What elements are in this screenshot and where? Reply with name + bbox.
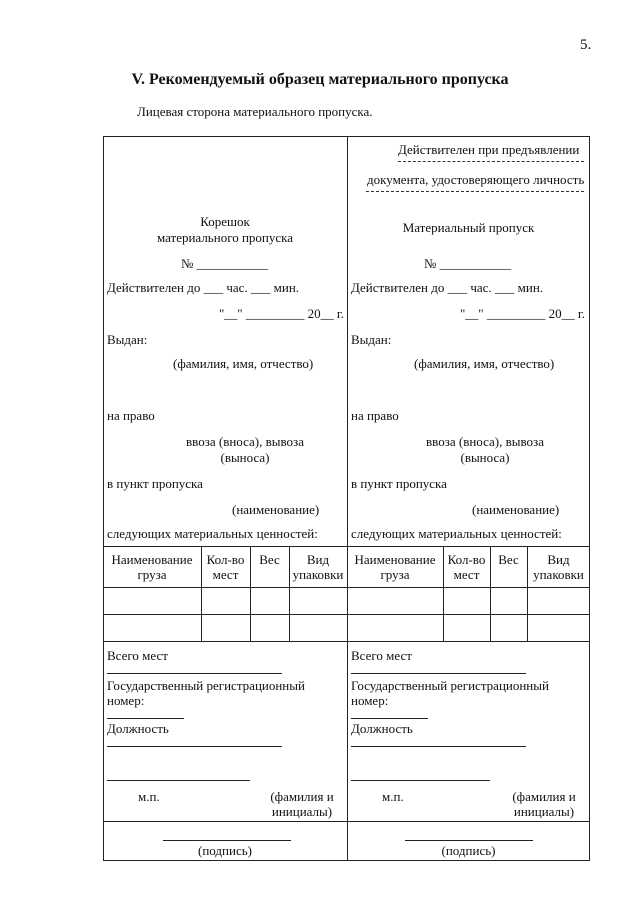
stub-naming-hint: (наименование) — [232, 502, 320, 517]
pass-issued-label: Выдан: — [351, 332, 392, 347]
pass-valid-until: Действителен до ___ час. ___ мин. — [351, 280, 544, 295]
stub-import-export-line1: ввоза (вноса), вывоза — [186, 434, 304, 449]
pass-number: № ___________ — [424, 256, 512, 271]
stub-col-pack-header: Вид упаковки — [292, 552, 344, 582]
stub-following-label: следующих материальных ценностей: — [107, 526, 318, 541]
stub-reg-number-line1: Государственный регистрационный — [107, 678, 305, 693]
stub-right-label: на право — [107, 408, 155, 423]
stub-total-label: Всего мест — [107, 648, 168, 663]
stub-import-export-line2: (выноса) — [220, 450, 270, 465]
stub-signature-hint: (подпись) — [198, 843, 252, 858]
pass-col-weight-header: Вес — [498, 552, 519, 567]
pass-dash-line-1 — [398, 161, 584, 162]
stub-position-line — [107, 746, 282, 747]
pass-valid-on-presentation: Действителен при предъявлении — [398, 142, 580, 157]
pass-signature-hint: (подпись) — [441, 843, 496, 858]
pass-right-label: на право — [351, 408, 399, 423]
pass-following-label: следующих материальных ценностей: — [351, 526, 562, 541]
stub-reg-line — [107, 718, 184, 719]
pass-total-label: Всего мест — [351, 648, 412, 663]
stub-mp-label: м.п. — [138, 789, 160, 804]
pass-initials-line1: (фамилия и — [512, 789, 576, 804]
form-divider — [347, 136, 348, 861]
pass-col-name-header: Наименование груза — [354, 552, 436, 582]
table-row-line — [103, 614, 590, 615]
stub-reg-number-line2: номер: — [107, 693, 145, 708]
stub-position-label: Должность — [107, 721, 169, 736]
pass-position-label: Должность — [351, 721, 413, 736]
pass-col-pack-header: Вид упаковки — [533, 552, 584, 582]
table-header-bottom-line — [103, 587, 590, 588]
pass-import-export-line2: (выноса) — [460, 450, 510, 465]
stub-col-weight-header: Вес — [259, 552, 280, 567]
page-subtitle: Лицевая сторона материального пропуска. — [137, 104, 373, 119]
stub-initials-line2: инициалы) — [271, 804, 333, 819]
pass-signature-line — [405, 840, 533, 841]
stub-signature-line — [163, 840, 291, 841]
stub-number: № ___________ — [181, 256, 269, 271]
pass-reg-number-line1: Государственный регистрационный — [351, 678, 549, 693]
pass-reg-line — [351, 718, 428, 719]
page-number: 5. — [580, 37, 592, 53]
pass-import-export-line1: ввоза (вноса), вывоза — [426, 434, 544, 449]
pass-document-id: документа, удостоверяющего личность — [367, 172, 585, 187]
stub-col-name-header: Наименование груза — [111, 552, 193, 582]
signature-row-line — [103, 821, 590, 822]
stub-col-qty-header: Кол-во мест — [206, 552, 245, 582]
pass-date: "__" _________ 20__ г. — [460, 306, 585, 321]
pass-dash-line-2 — [366, 191, 584, 192]
pass-total-line — [351, 673, 526, 674]
pass-sign-line — [351, 780, 490, 781]
stub-valid-until: Действителен до ___ час. ___ мин. — [107, 280, 300, 295]
stub-date: "__" _________ 20__ г. — [219, 306, 344, 321]
pass-reg-number-line2: номер: — [351, 693, 389, 708]
pass-mp-label: м.п. — [382, 789, 404, 804]
stub-heading-line2: материального пропуска — [156, 230, 294, 245]
stub-initials-line1: (фамилия и — [270, 789, 334, 804]
stub-total-line — [107, 673, 282, 674]
pass-fio-hint: (фамилия, имя, отчество) — [414, 356, 555, 371]
pass-position-line — [351, 746, 526, 747]
table-top-line — [103, 546, 590, 547]
table-bottom-line — [103, 641, 590, 642]
page-title: V. Рекомендуемый образец материального пропуска — [131, 71, 509, 88]
pass-naming-hint: (наименование) — [472, 502, 560, 517]
stub-fio-hint: (фамилия, имя, отчество) — [173, 356, 314, 371]
pass-checkpoint-label: в пункт пропуска — [351, 476, 447, 491]
stub-checkpoint-label: в пункт пропуска — [107, 476, 203, 491]
stub-issued-label: Выдан: — [107, 332, 148, 347]
stub-heading-line1: Корешок — [200, 214, 250, 229]
pass-initials-line2: инициалы) — [513, 804, 575, 819]
pass-col-qty-header: Кол-во мест — [447, 552, 486, 582]
stub-sign-line — [107, 780, 250, 781]
pass-heading: Материальный пропуск — [402, 220, 535, 235]
